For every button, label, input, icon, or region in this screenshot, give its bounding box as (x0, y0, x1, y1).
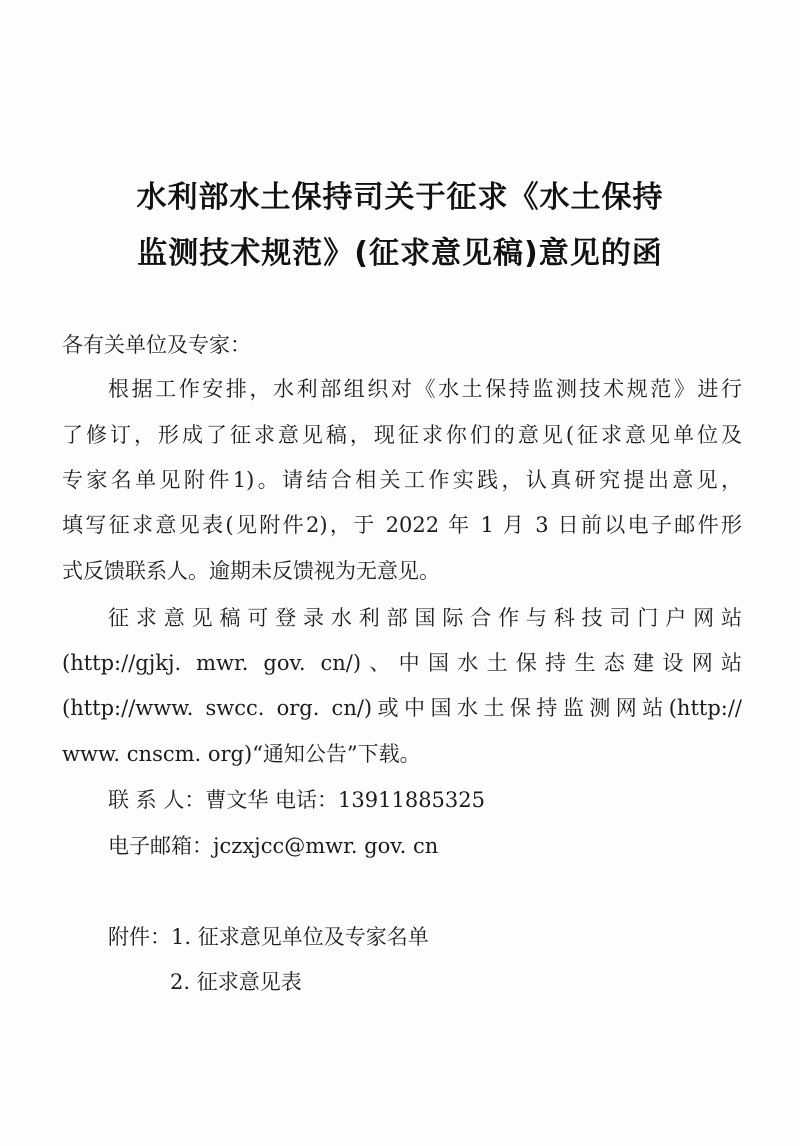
para1-line: 了修订，形成了征求意见稿，现征求你们的意见(征求意见单位及 (62, 423, 742, 447)
para1-line: 专家名单见附件1)。请结合相关工作实践，认真研究提出意见， (62, 468, 742, 492)
document-title-line-1: 水利部水土保持司关于征求《水土保持 (136, 180, 664, 215)
para2-line: www. cnscm. org)“通知公告”下载。 (62, 742, 421, 766)
para1-line: 根据工作安排，水利部组织对《水土保持监测技术规范》进行 (108, 377, 742, 401)
attachment-item-1: 附件：1. 征求意见单位及专家名单 (108, 925, 429, 949)
para1-line: 填写征求意见表(见附件2)，于 2022 年 1 月 3 日前以电子邮件形 (62, 513, 742, 537)
document-title-line-2: 监测技术规范》(征求意见稿)意见的函 (137, 236, 663, 271)
contact-info: 联 系 人：曹文华 电话：13911885325 (108, 788, 485, 812)
salutation: 各有关单位及专家： (62, 333, 251, 357)
attachment-item-2: 2. 征求意见表 (170, 970, 302, 994)
email-info: 电子邮箱：jczxjcc@mwr. gov. cn (108, 834, 439, 858)
para2-line: 征求意见稿可登录水利部国际合作与科技司门户网站 (108, 606, 742, 630)
para1-line: 式反馈联系人。逾期未反馈视为无意见。 (62, 559, 440, 583)
para2-line: (http://gjkj. mwr. gov. cn/)、中国水土保持生态建设网站 (62, 651, 742, 675)
para2-line: (http://www. swcc. org. cn/)或中国水土保持监测网站(http:// (62, 696, 742, 720)
